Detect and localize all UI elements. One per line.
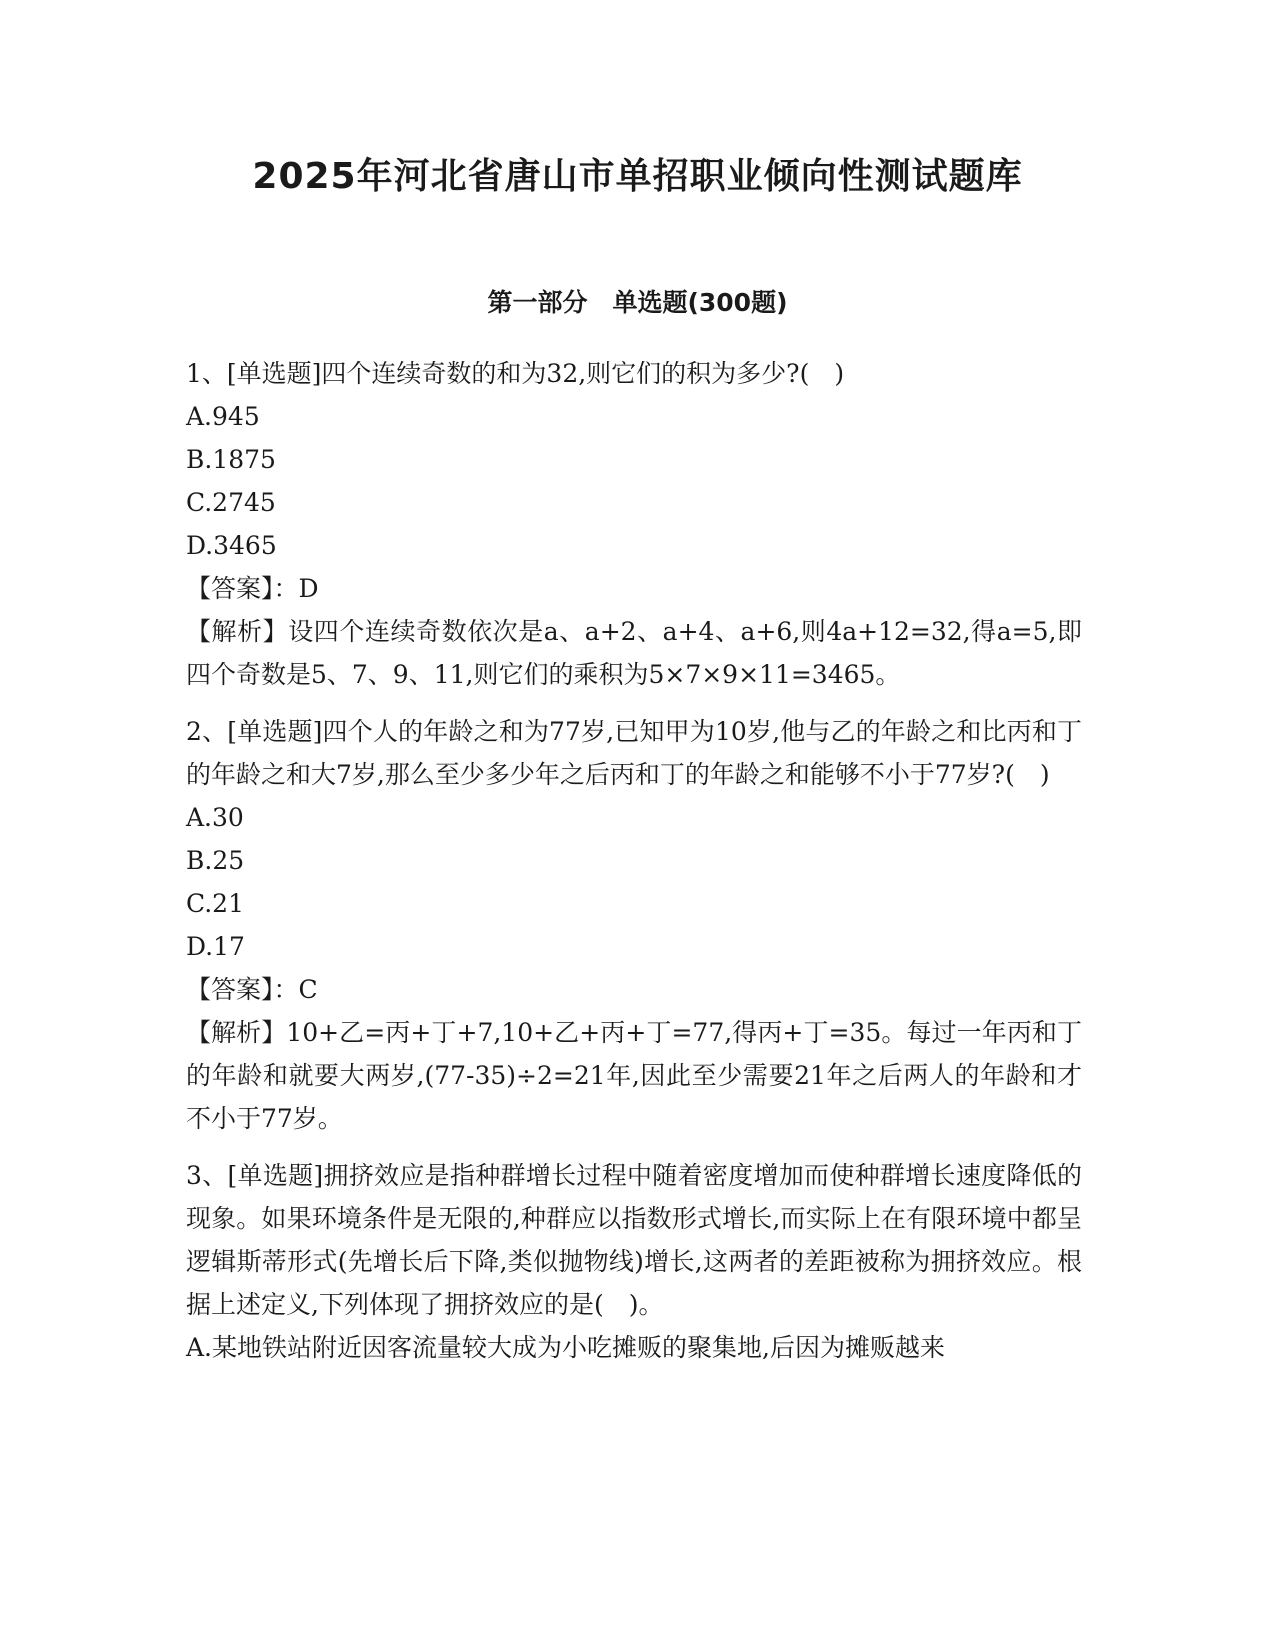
option-a: A.945: [186, 402, 260, 431]
option-c: C.21: [186, 889, 244, 918]
option-d: D.17: [186, 932, 245, 961]
option-b: B.1875: [186, 445, 276, 474]
analysis-block: [186, 610, 1082, 696]
question-stem: 3、[单选题]拥挤效应是指种群增长过程中随着密度增加而使种群增长速度降低的现象。如果环境条件是无限的,种群应以指数形式增长,而实际上在有限环境中都呈逻辑斯蒂形式(先增长后下降,类似抛物线)增长,这两者的差距被称为拥挤效应。根据上述定义,下列体现了拥挤效应的是( )。: [186, 1161, 1082, 1319]
document-title: 2025年河北省唐山市单招职业倾向性测试题库: [252, 156, 1023, 197]
section-title: 第一部分 单选题(300题): [487, 288, 788, 317]
option-c: C.2745: [186, 488, 276, 517]
question-stem: 1、[单选题]四个连续奇数的和为32,则它们的积为多少?( ): [186, 359, 845, 388]
question-list: [186, 352, 1082, 1369]
analysis-text: 10+乙=丙+丁+7,10+乙+丙+丁=77,得丙+丁=35。每过一年丙和丁的年龄和就要大两岁,(77-35)÷2=21年,因此至少需要21年之后两人的年龄和才不小于77岁。: [186, 1018, 1082, 1133]
analysis-block: [186, 1011, 1082, 1140]
analysis-label: 【解析】: [186, 1018, 287, 1047]
option-a: A.某地铁站附近因客流量较大成为小吃摊贩的聚集地,后因为摊贩越来: [186, 1333, 945, 1362]
analysis-text: 设四个连续奇数依次是a、a+2、a+4、a+6,则4a+12=32,得a=5,即四个奇数是5、7、9、11,则它们的乘积为5×7×9×11=3465。: [186, 617, 1082, 689]
question-item: [186, 352, 1082, 696]
option-a: A.30: [186, 803, 244, 832]
analysis-label: 【解析】: [186, 617, 289, 646]
option-d: D.3465: [186, 531, 277, 560]
question-item: [186, 710, 1082, 1140]
answer-label: 【答案】: [186, 574, 274, 603]
answer-value: ：C: [273, 975, 318, 1004]
answer-label: 【答案】: [186, 975, 274, 1004]
option-b: B.25: [186, 846, 245, 875]
answer-value: ：D: [273, 574, 319, 603]
answer-line: [186, 968, 1082, 1011]
question-stem: 2、[单选题]四个人的年龄之和为77岁,已知甲为10岁,他与乙的年龄之和比丙和丁的年龄之和大7岁,那么至少多少年之后丙和丁的年龄之和能够不小于77岁?( ): [186, 717, 1082, 789]
answer-line: [186, 567, 1082, 610]
question-item: [186, 1154, 1082, 1369]
